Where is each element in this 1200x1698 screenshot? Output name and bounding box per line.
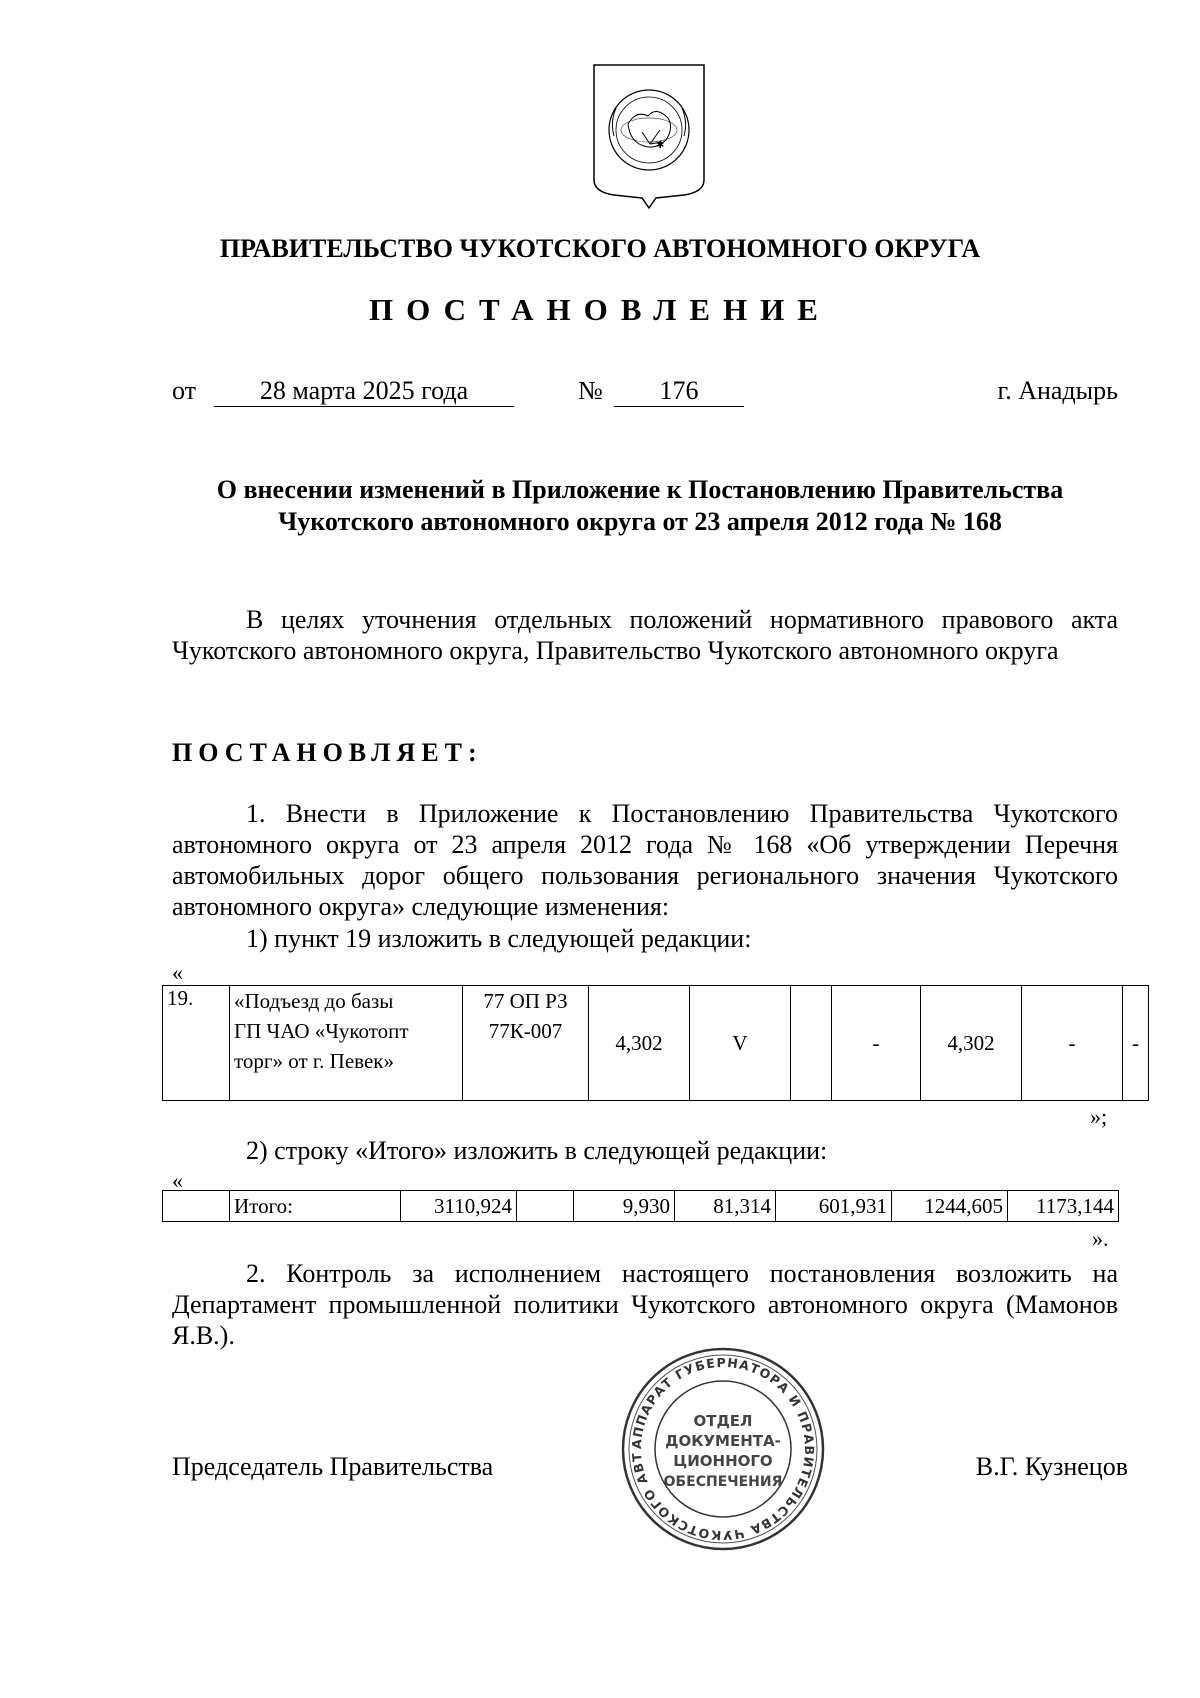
cell-dash-3: - <box>1123 986 1149 1101</box>
government-title: ПРАВИТЕЛЬСТВО ЧУКОТСКОГО АВТОНОМНОГО ОКРУГА <box>219 234 981 263</box>
cell-length: 4,302 <box>589 986 690 1101</box>
cell-number: 19. <box>163 986 230 1101</box>
open-quote-1: « <box>172 960 183 985</box>
item-1-text: 1. Внести в Приложение к Постановлению Правительства Чукотского автономного округа от 23 апреля 2012 года № 168 «Об утверждении Перечня автомобильных дорог общего пользования регионального значения Чукотского автономного округа» следующие изменения: <box>172 799 1118 921</box>
document-number: 176 <box>614 376 744 407</box>
from-label: от <box>172 376 197 405</box>
svg-text:✱: ✱ <box>656 140 665 151</box>
subject-line-2: Чукотского автономного округа от 23 апреля 2012 года № 168 <box>278 507 1002 536</box>
table-row <box>163 986 1149 1101</box>
subject-line-1: О внесении изменений в Приложение к Постановлению Правительства <box>216 475 1064 504</box>
stamp-line-3: ЦИОННОГО <box>673 1452 773 1470</box>
cell-empty-2 <box>517 1191 574 1222</box>
close-quote-1: »; <box>1090 1104 1108 1129</box>
coat-of-arms-emblem <box>590 62 708 210</box>
cell-road-name <box>230 986 463 1101</box>
stamp-line-1: ОТДЕЛ <box>693 1412 753 1430</box>
item-1-sub-2: 2) строку «Итого» изложить в следующей редакции: <box>246 1136 828 1165</box>
document-type-title: ПОСТАНОВЛЕНИЕ <box>369 292 831 327</box>
preamble-text: В целях уточнения отдельных положений нормативного правового акта Чукотского автономного округа, Правительство Чукотского автономного округа <box>172 605 1118 665</box>
cell-value-2: 81,314 <box>675 1191 776 1222</box>
resolves-heading: ПОСТАНОВЛЯЕТ: <box>172 738 483 767</box>
close-quote-2: ». <box>1092 1226 1109 1251</box>
totals-table <box>162 1190 1119 1222</box>
stamp-line-2: ДОКУМЕНТА- <box>665 1432 781 1450</box>
stamp-ring-text: АППАРАТ ГУБЕРНАТОРА И ПРАВИТЕЛЬСТВА ЧУКОТСКОГО АВТ <box>628 1354 818 1544</box>
cell-total: 3110,924 <box>401 1191 517 1222</box>
cell-value: 4,302 <box>921 986 1022 1101</box>
cell-category: V <box>690 986 791 1101</box>
signatory-position: Председатель Правительства <box>172 1452 494 1481</box>
document-date: 28 марта 2025 года <box>214 376 514 407</box>
stamp-line-4: ОБЕСПЕЧЕНИЯ <box>663 1474 783 1490</box>
road-code-line-1: 77 ОП РЗ <box>483 989 568 1013</box>
cell-dash-2: - <box>1022 986 1123 1101</box>
table-row <box>163 1191 1119 1222</box>
road-code-line-2: 77К-007 <box>488 1019 563 1043</box>
cell-value-5: 1173,144 <box>1008 1191 1119 1222</box>
road-name-line-3: торг» от г. Певек» <box>234 1049 394 1073</box>
item-2-paragraph <box>172 1258 1118 1351</box>
signatory-name: В.Г. Кузнецов <box>975 1452 1128 1481</box>
road-name-line-2: ГП ЧАО «Чукотопт <box>234 1019 409 1043</box>
cell-total-label: Итого: <box>230 1191 401 1222</box>
open-quote-2: « <box>172 1168 183 1193</box>
document-subject <box>160 474 1120 538</box>
cell-empty <box>163 1191 230 1222</box>
item-1-paragraph <box>172 798 1118 922</box>
cell-value-3: 601,931 <box>776 1191 892 1222</box>
preamble-paragraph <box>172 604 1118 666</box>
cell-value-4: 1244,605 <box>892 1191 1008 1222</box>
cell-empty <box>791 986 832 1101</box>
cell-value-1: 9,930 <box>574 1191 675 1222</box>
item-1-sub-1: 1) пункт 19 изложить в следующей редакции: <box>246 924 752 953</box>
cell-dash-1: - <box>832 986 921 1101</box>
road-table-row-19 <box>162 985 1149 1101</box>
number-label: № <box>578 376 603 405</box>
road-name-line-1: «Подъезд до базы <box>234 989 394 1013</box>
item-2-text: 2. Контроль за исполнением настоящего постановления возложить на Департамент промышленной политики Чукотского автономного округа (Мамонов Я.В.). <box>172 1259 1118 1350</box>
cell-road-code <box>463 986 589 1101</box>
document-city: г. Анадырь <box>997 376 1118 405</box>
official-stamp <box>618 1344 828 1554</box>
